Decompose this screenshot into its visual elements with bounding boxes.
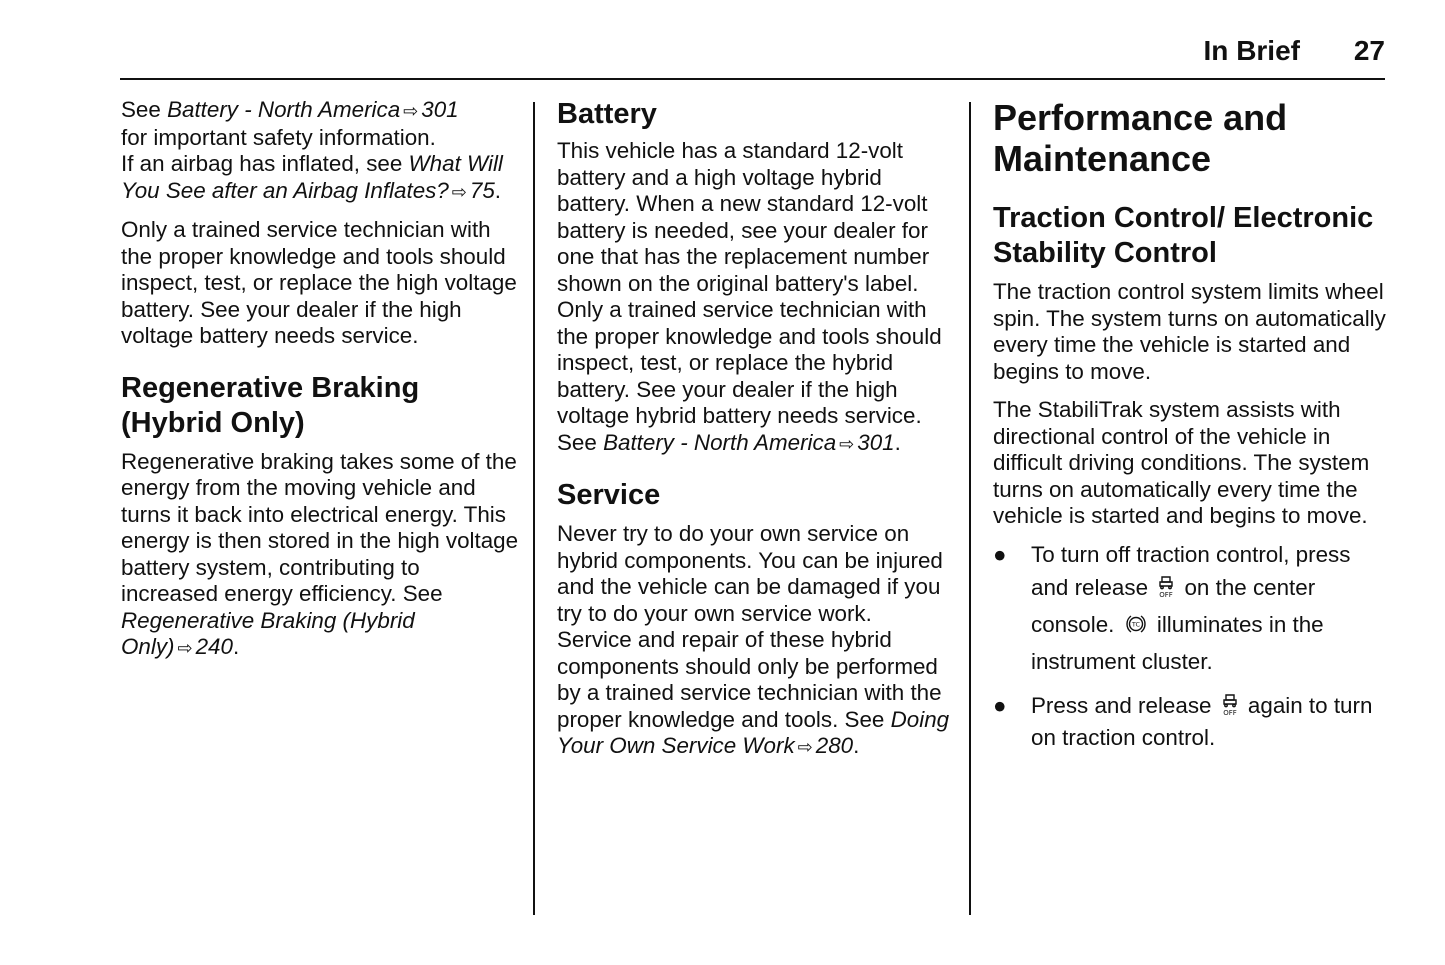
column-divider-2	[969, 102, 971, 915]
airbag-link[interactable]: What Will You See after an Airbag Inflates?	[121, 151, 503, 203]
traction-off-button-icon	[1221, 693, 1239, 724]
list-item: ● Press and release OFF again to turn on traction control.	[993, 692, 1373, 750]
stabilitrak-paragraph: The StabiliTrak system assists with directional control of the vehicle in difficult driving conditions. The system turns on automatically every time the vehicle is started and begins to move.	[993, 397, 1370, 528]
section-title: In Brief	[1203, 35, 1300, 66]
svg-text:TC: TC	[1131, 620, 1140, 628]
column-1	[121, 97, 521, 662]
regen-braking-paragraph: Regenerative braking takes some of the energy from the moving vehicle and turns it back into electrical energy. This energy is then stored in the high voltage battery system, contributing to increased energy efficiency. See Regenerative Braking (Hybrid Only) ⇨ 240.	[121, 448, 519, 659]
list-item: ● To turn off traction control, press and release OFF on the center console. TC illuminates in the instrument cluster.	[993, 538, 1393, 678]
traction-control-heading: Traction Control/ Electronic Stability Control	[993, 202, 1374, 269]
battery-link[interactable]: Battery - North America	[603, 429, 837, 455]
service-link[interactable]: Doing Your Own Service Work	[557, 706, 950, 758]
bullet-list	[993, 538, 1393, 752]
page-ref[interactable]: 240	[195, 634, 233, 659]
battery-heading: Battery	[557, 98, 657, 130]
regen-braking-heading: Regenerative Braking (Hybrid Only)	[121, 371, 420, 439]
column-2	[557, 97, 952, 761]
svg-text:OFF: OFF	[1222, 708, 1237, 717]
xref-arrow-icon: ⇨	[797, 737, 813, 757]
page-ref[interactable]: 301	[857, 429, 895, 455]
performance-heading: Performance and Maintenance	[993, 97, 1288, 179]
xref-arrow-icon: ⇨	[451, 181, 467, 202]
header-rule	[120, 78, 1385, 80]
page-ref[interactable]: 75	[469, 177, 495, 203]
traction-off-button-icon	[1157, 575, 1175, 608]
service-heading: Service	[557, 479, 661, 511]
page-ref[interactable]: 280	[815, 733, 854, 758]
xref-arrow-icon: ⇨	[177, 638, 193, 658]
page-number: 27	[1353, 35, 1385, 66]
battery-paragraph: This vehicle has a standard 12-volt battery and a high voltage hybrid battery. When a new standard 12-volt battery is needed, see your dealer for one that has the replacement number shown on the original battery's label. Only a trained service technician with the proper knowledge and tools should inspect, test, or replace the hybrid battery. See your dealer if the high voltage hybrid battery needs service. See Battery - North America ⇨ 301.	[557, 138, 942, 455]
bullet-icon: ●	[993, 692, 1007, 718]
page-ref[interactable]: 301	[421, 97, 459, 122]
column-3	[993, 97, 1393, 752]
hv-battery-paragraph: Only a trained service technician with the proper knowledge and tools should inspect, test, or replace the high voltage battery. See your dealer if the high voltage battery needs service.	[121, 217, 517, 348]
column-divider-1	[533, 102, 535, 915]
traction-control-light-icon	[1124, 612, 1148, 645]
xref-arrow-icon: ⇨	[839, 433, 855, 454]
xref-arrow-icon: ⇨	[403, 101, 419, 121]
service-paragraph: Never try to do your own service on hybrid components. You can be injured and the vehicle can be damaged if you try to do your own service work. Service and repair of these hybrid components should only be performed by a trained service technician with the proper knowledge and tools. See Doing Your Own Service Work ⇨ 280.	[557, 521, 950, 758]
bullet-icon: ●	[993, 541, 1007, 567]
regen-link[interactable]: Regenerative Braking (Hybrid Only)	[121, 607, 415, 659]
traction-paragraph: The traction control system limits wheel spin. The system turns on automatically every time the vehicle is started and begins to move.	[993, 279, 1386, 384]
svg-text:OFF: OFF	[1159, 590, 1174, 599]
airbag-safety-paragraph: See Battery - North America ⇨ 301 for important safety information. If an airbag has inflated, see What Will You See after an Airbag Inflates? ⇨ 75.	[121, 97, 503, 203]
battery-link[interactable]: Battery - North America	[167, 97, 401, 122]
